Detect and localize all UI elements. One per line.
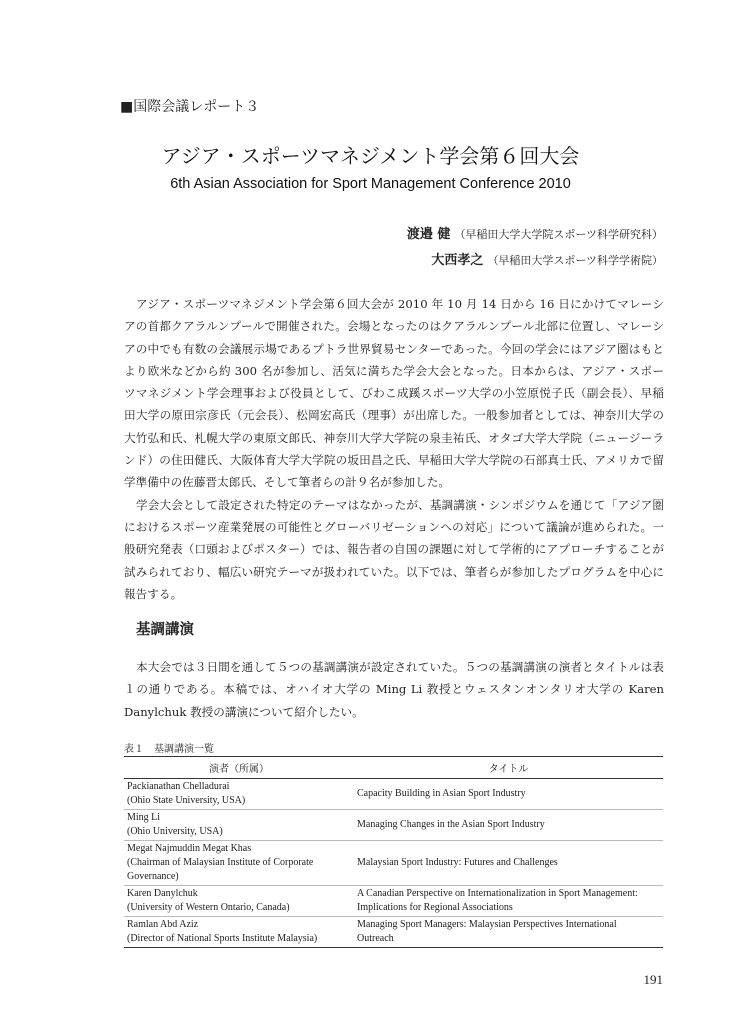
- speaker-name: Megat Najmuddin Megat Khas: [127, 843, 252, 854]
- talk-title: Capacity Building in Asian Sport Industry: [357, 788, 526, 799]
- section-heading: 基調講演: [136, 622, 194, 638]
- speaker-cell: [124, 917, 354, 948]
- section-label: ■国際会議レポート３: [120, 99, 260, 115]
- author-name: 大西孝之: [431, 253, 484, 268]
- table-row: [124, 917, 663, 948]
- talk-title: Managing Changes in the Asian Sport Industry: [357, 819, 545, 830]
- table-caption: 表１ 基調講演一覧: [124, 744, 214, 755]
- author-2: [407, 247, 663, 273]
- page-subtitle: 6th Asian Association for Sport Management Conference 2010: [170, 176, 571, 192]
- speaker-name: Packianathan Chelladurai: [127, 781, 230, 792]
- paragraph: 本大会では３日間を通して５つの基調講演が設定されていた。５つの基調講演の演者とタイトルは表１の通りである。本稿では、オハイオ大学の Ming Li 教授とウェスタンオンタリオ大学の Karen Danylchuk 教授の講演について紹介したい。: [124, 660, 664, 719]
- paragraph: アジア・スポーツマネジメント学会第６回大会が 2010 年 10 月 14 日から 16 日にかけてマレーシアの首都クアラルンプールで開催された。会場となったのはクアラルンプール北部に位置し、マレーシアの中でも有数の会議展示場であるプトラ世界貿易センターであった。今回の学会にはアジア圏はもとより欧米などから約 300 名が参加し、活気に満ちた学会大会となった。日本からは、アジア・スポーツマネジメント学会理事および役員として、びわこ成蹊スポーツ大学の小笠原悦子氏（副会長）、早稲田大学の原田宗彦氏（元会長）、松岡宏高氏（理事）が出席した。一般参加者としては、神奈川大学の大竹弘和氏、札幌大学の東原文郎氏、神奈川大学大学院の泉圭祐氏、オタゴ大学大学院（ニュージーランド）の住田健氏、大阪体育大学大学院の坂田昌之氏、早稲田大学大学院の石部真士氏、アメリカで留学準備中の佐藤晋太郎氏、そして筆者らの計９名が参加した。: [124, 297, 664, 490]
- intro-text: [124, 293, 664, 605]
- author-list: [407, 221, 663, 273]
- author-1: [407, 221, 663, 247]
- speaker-affiliation: (University of Western Ontario, Canada): [127, 902, 290, 913]
- talk-title: A Canadian Perspective on Internationalization in Sport Management:: [357, 888, 638, 899]
- title-cell: [354, 917, 663, 948]
- column-header-title: タイトル: [354, 757, 663, 779]
- table-row: [124, 779, 663, 810]
- speaker-affiliation: (Ohio University, USA): [127, 826, 223, 837]
- speaker-cell: [124, 841, 354, 886]
- keynote-table: [124, 756, 663, 948]
- speaker-affiliation: (Director of National Sports Institute Malaysia): [127, 933, 318, 944]
- table-row: [124, 810, 663, 841]
- speaker-affiliation: (Chairman of Malaysian Institute of Corporate: [127, 857, 314, 868]
- title-cell: [354, 841, 663, 886]
- talk-title: Outreach: [357, 933, 394, 944]
- table-row: [124, 886, 663, 917]
- talk-title: Managing Sport Managers: Malaysian Perspectives International: [357, 919, 617, 930]
- speaker-name: Ming Li: [127, 812, 161, 823]
- title-cell: [354, 810, 663, 841]
- table-header-row: [124, 757, 663, 779]
- paragraph: 学会大会として設定された特定のテーマはなかったが、基調講演・シンポジウムを通じて「アジア圏におけるスポーツ産業発展の可能性とグローバリゼーションへの対応」について議論が進められた。一般研究発表（口頭およびポスター）では、報告者の自国の課題に対して学術的にアプローチすることが試みられており、幅広い研究テーマが扱われていた。以下では、筆者らが参加したプログラムを中心に報告する。: [124, 497, 664, 601]
- keynote-text: [124, 656, 664, 723]
- author-name: 渡邉 健: [406, 227, 451, 242]
- speaker-cell: [124, 810, 354, 841]
- talk-title: Malaysian Sport Industry: Futures and Challenges: [357, 857, 558, 868]
- speaker-affiliation: (Ohio State University, USA): [127, 795, 246, 806]
- speaker-affiliation: Governance): [127, 871, 179, 882]
- page-number: 191: [643, 972, 663, 987]
- speaker-cell: [124, 779, 354, 810]
- page-title: アジア・スポーツマネジメント学会第６回大会: [161, 144, 580, 168]
- speaker-name: Ramlan Abd Aziz: [127, 919, 199, 930]
- title-cell: [354, 779, 663, 810]
- speaker-name: Karen Danylchuk: [127, 888, 198, 899]
- author-affiliation: （早稲田大学大学院スポーツ科学研究科）: [454, 228, 663, 241]
- table-row: [124, 841, 663, 886]
- speaker-cell: [124, 886, 354, 917]
- title-cell: [354, 886, 663, 917]
- author-affiliation: （早稲田大学スポーツ科学学術院）: [487, 254, 663, 267]
- talk-title: Implications for Regional Associations: [357, 902, 513, 913]
- column-header-speaker: 演者（所属）: [124, 757, 354, 779]
